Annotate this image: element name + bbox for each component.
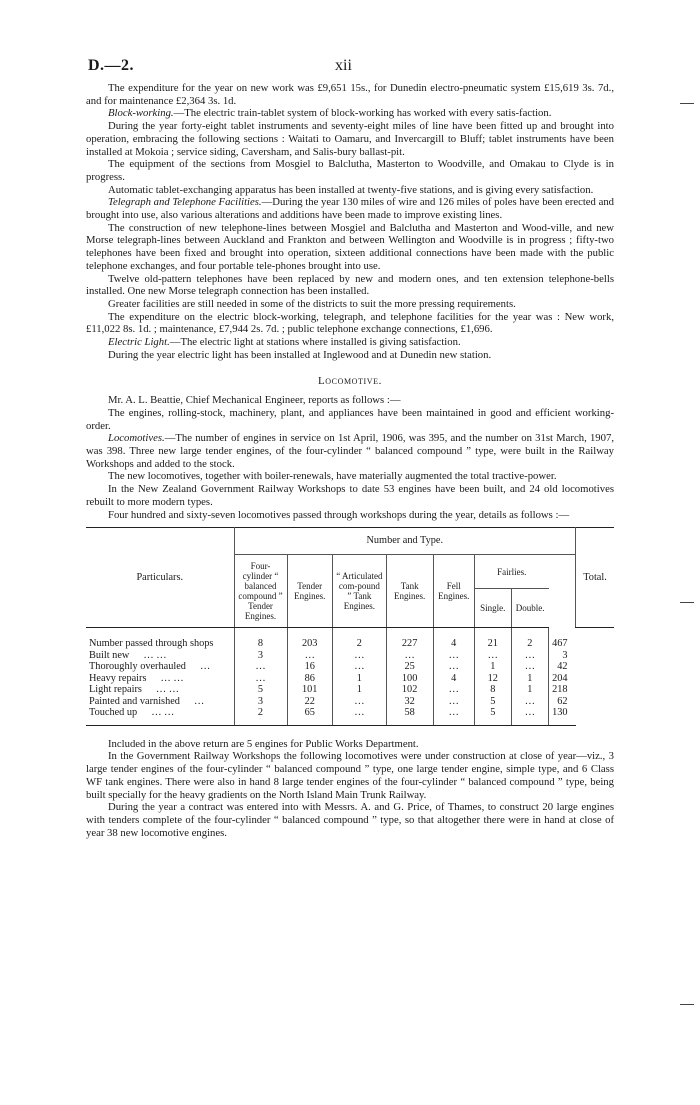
leader-dots: … … — [151, 707, 175, 719]
paragraph — [86, 750, 614, 801]
page-number: xii — [335, 57, 352, 74]
paragraph-text: Greater facilities are still needed in some of the districts to suit the more pressing requirements. — [108, 297, 516, 310]
header-single: Single. — [474, 589, 511, 628]
table-row — [86, 707, 614, 719]
row-label — [86, 707, 234, 719]
table-cell: … — [511, 661, 548, 673]
paragraph — [86, 311, 614, 336]
paragraph — [86, 82, 614, 107]
row-label — [86, 696, 234, 708]
table-cell: 16 — [287, 661, 332, 673]
table-cell: 21 — [474, 628, 511, 650]
table-cell: 3 — [549, 650, 576, 662]
table-cell: 42 — [549, 661, 576, 673]
table-cell: 22 — [287, 696, 332, 708]
section-heading-locomotive: Locomotive. — [317, 375, 383, 388]
table-cell: 1 — [332, 684, 386, 696]
table-cell: 8 — [234, 628, 287, 650]
margin-mark — [680, 103, 694, 104]
table-cell: … — [332, 707, 386, 719]
paragraph — [86, 107, 614, 120]
table-cell: 1 — [511, 673, 548, 685]
table-cell: 1 — [474, 661, 511, 673]
paragraph-lead: Telegraph and Telephone Facilities. — [108, 196, 262, 209]
table-cell: 4 — [433, 628, 474, 650]
paragraph — [86, 407, 614, 432]
table-cell: 5 — [474, 696, 511, 708]
header-double: Double. — [511, 589, 548, 628]
paragraph-lead: Block-working. — [108, 107, 174, 120]
table-row — [86, 661, 614, 673]
table-cell: 467 — [549, 628, 576, 650]
table-cell: 2 — [234, 707, 287, 719]
leader-dots: … … — [160, 672, 184, 684]
row-label-text: Heavy repairs — [89, 672, 147, 684]
header-tank: Tank Engines. — [386, 555, 433, 628]
table-row — [86, 673, 614, 685]
table-cell: 32 — [386, 696, 433, 708]
paragraph-text: The engines, rolling-stock, machinery, plant, and appliances have been maintained in good and efficient working-order. — [86, 406, 614, 432]
paragraph — [86, 483, 614, 508]
paragraphs-construction — [86, 738, 614, 840]
paragraph-text: The expenditure on the electric block-working, telegraph, and telephone facilities for the year was : New work, £11,022 8s. 1d. ; maintenance, £7,944 2s. 7d. ; public telephone exchange connections, £1,696. — [86, 310, 614, 336]
table-cell: 2 — [511, 628, 548, 650]
table-cell: 3 — [234, 650, 287, 662]
paragraph-text: —The number of engines in service on 1st April, 1906, was 395, and the number on 31st March, 1907, was 398. Three new large tender engines, of the four-cylinder “ balanced compound ” type, were built in the Railway Workshops and added to the stock. — [86, 432, 614, 470]
header-four-cylinder: Four-cylinder “ balanced compound ” Tender Engines. — [234, 555, 287, 628]
table-cell: … — [332, 696, 386, 708]
table-cell: 8 — [474, 684, 511, 696]
paragraph-text: Four hundred and sixty-seven locomotives passed through workshops during the year, details as follows :— — [108, 508, 570, 521]
header-tender: Tender Engines. — [287, 555, 332, 628]
row-label-text: Painted and varnished — [89, 695, 180, 707]
table-cell: … — [433, 696, 474, 708]
paragraph — [86, 196, 614, 221]
paragraph-text: In the New Zealand Government Railway Workshops to date 53 engines have been built, and 24 old locomotives rebuilt to more modern types. — [86, 483, 614, 508]
paragraph-text: Included in the above return are 5 engines for Public Works Department. — [108, 737, 419, 750]
header-total: Total. — [576, 528, 614, 628]
table-cell: … — [474, 650, 511, 662]
header-articulated: “ Articulated com-pound ” Tank Engines. — [332, 555, 386, 628]
table-row — [86, 628, 614, 650]
paragraph — [86, 801, 614, 839]
paragraph — [86, 273, 614, 298]
paragraph-lead: Locomotives. — [108, 432, 165, 445]
paragraph-text: During the year a contract was entered into with Messrs. A. and G. Price, of Thames, to construct 20 large engines with tenders complete of the four-cylinder “ balanced compound ” type, so that altogether there were in hand at close of year 38 new locomotive engines. — [86, 801, 614, 839]
paragraph-text: The equipment of the sections from Mosgiel to Balclutha, Masterton to Woodville, and Omakau to Clyde is in progress. — [86, 158, 614, 183]
table-cell: 12 — [474, 673, 511, 685]
leader-dots: … … — [155, 684, 180, 696]
paragraph-text: The new locomotives, together with boiler-renewals, have materially augmented the total tractive-power. — [108, 470, 557, 483]
table-cell: 86 — [287, 673, 332, 685]
locomotive-table — [86, 527, 614, 726]
table-cell: 5 — [474, 707, 511, 719]
report-body — [86, 82, 614, 839]
table-row — [86, 696, 614, 708]
table-cell: … — [287, 650, 332, 662]
table-row — [86, 684, 614, 696]
table-cell: … — [433, 661, 474, 673]
table-cell: 65 — [287, 707, 332, 719]
row-label-text: Touched up — [89, 707, 138, 719]
row-label-text: Thoroughly overhauled — [89, 661, 186, 673]
header-particulars: Particulars. — [86, 528, 234, 628]
row-label — [86, 628, 234, 650]
table-cell: 58 — [386, 707, 433, 719]
header-fell: Fell Engines. — [433, 555, 474, 628]
paragraph-lead: Electric Light. — [108, 336, 170, 349]
row-label — [86, 661, 234, 673]
table-cell: … — [433, 650, 474, 662]
leader-dots: … … — [143, 649, 167, 661]
margin-mark — [680, 602, 694, 603]
paragraph-text: Twelve old-pattern telephones have been replaced by new and modern ones, and ten extension telephone-bells installed. One new Morse telegraph connection has been installed. — [86, 272, 614, 298]
table-cell: … — [234, 673, 287, 685]
paragraph-text: Mr. A. L. Beattie, Chief Mechanical Engineer, reports as follows :— — [108, 394, 401, 407]
table-row — [86, 650, 614, 662]
paragraph-text: The expenditure for the year on new work was £9,651 15s., for Dunedin electro-pneumatic system £15,619 3s. 7d., and for maintenance £2,364 3s. 1d. — [86, 82, 614, 107]
paragraph — [86, 120, 614, 158]
paragraph-text: In the Government Railway Workshops the following locomotives were under construction at close of year—viz., 3 large tender engines of the four-cylinder “ balanced compound ” type, one large tender engine, simple type, and 6 Class WF tank engines. There were also in hand 8 large tender engines of the four-cylinder “ balanced compound ” type, being built specially for the heavy gradients on the North Island Main Trunk Railway. — [86, 750, 614, 801]
table-cell: 4 — [433, 673, 474, 685]
table-cell: 218 — [549, 684, 576, 696]
header-fairlies: Fairlies. — [474, 555, 548, 589]
table-cell: 25 — [386, 661, 433, 673]
paragraph — [86, 394, 614, 407]
row-label — [86, 650, 234, 662]
table-cell: 3 — [234, 696, 287, 708]
paragraph — [86, 470, 614, 483]
paragraph-text: During the year forty-eight tablet instruments and seventy-eight miles of line have been fitted up and brought into operation, embracing the following sections : Waitati to Oamaru, and Invercargill to Bluff; tablet instruments have been installed at Mokoia ; service siding, Caversham, and Salis-bury ballast-pit. — [86, 120, 614, 158]
header-number-and-type: Number and Type. — [234, 528, 576, 555]
report-code: D.—2. — [88, 57, 135, 74]
paragraph — [86, 184, 614, 197]
table-cell: 102 — [386, 684, 433, 696]
row-label-text: Built new — [89, 649, 130, 661]
paragraph — [86, 738, 614, 751]
table-cell: 204 — [549, 673, 576, 685]
table-cell: 1 — [332, 673, 386, 685]
table-cell: 1 — [511, 684, 548, 696]
paragraph — [86, 158, 614, 183]
paragraph — [86, 336, 614, 349]
table-cell: 100 — [386, 673, 433, 685]
paragraph-text: Automatic tablet-exchanging apparatus has been installed at twenty-five stations, and is giving every satisfaction. — [108, 183, 594, 196]
table-cell: 227 — [386, 628, 433, 650]
table-cell: … — [332, 661, 386, 673]
table-cell: … — [511, 696, 548, 708]
paragraph-text: The construction of new telephone-lines between Mosgiel and Balclutha and Masterton and Wood-ville, and new Morse telegraph-lines between Auckland and Frankton and between Wellington and Woodville is in progress ; fifty-two telephones have been fixed and brought into operation, sixteen additional connections have been made with the public telephone exchanges, and four portable tele-phones brought into use. — [86, 221, 614, 272]
table-cell: 62 — [549, 696, 576, 708]
row-label-text: Light repairs — [89, 684, 142, 696]
row-label — [86, 684, 234, 696]
paragraph — [86, 222, 614, 273]
table-cell: 130 — [549, 707, 576, 719]
table-cell: 2 — [332, 628, 386, 650]
table-cell: 203 — [287, 628, 332, 650]
paragraph — [86, 509, 614, 522]
row-label — [86, 673, 234, 685]
paragraph-text: —The electric light at stations where installed is giving satisfaction. — [169, 336, 461, 349]
table-cell: … — [511, 650, 548, 662]
paragraph — [86, 432, 614, 470]
paragraphs-signals — [86, 82, 614, 361]
table-cell: … — [511, 707, 548, 719]
table-cell: 5 — [234, 684, 287, 696]
table-cell: … — [433, 684, 474, 696]
leader-dots: … — [199, 661, 211, 673]
table-cell: … — [433, 707, 474, 719]
table-cell: 101 — [287, 684, 332, 696]
paragraphs-locomotive — [86, 394, 614, 521]
paragraph-text: —The electric train-tablet system of block-working has worked with every satis-faction. — [173, 107, 552, 120]
table-cell: … — [332, 650, 386, 662]
leader-dots: … — [193, 695, 205, 707]
paragraph — [86, 349, 614, 362]
table-cell: … — [234, 661, 287, 673]
row-label-text: Number passed through shops — [89, 638, 214, 650]
paragraph-text: During the year electric light has been installed at Inglewood and at Dunedin new station. — [108, 348, 492, 361]
table-cell: … — [386, 650, 433, 662]
margin-mark — [680, 1004, 694, 1005]
paragraph — [86, 298, 614, 311]
paragraph-text: —During the year 130 miles of wire and 126 miles of poles have been erected and brought into use, also various alterations and additions have been made to improve existing lines. — [86, 196, 615, 222]
